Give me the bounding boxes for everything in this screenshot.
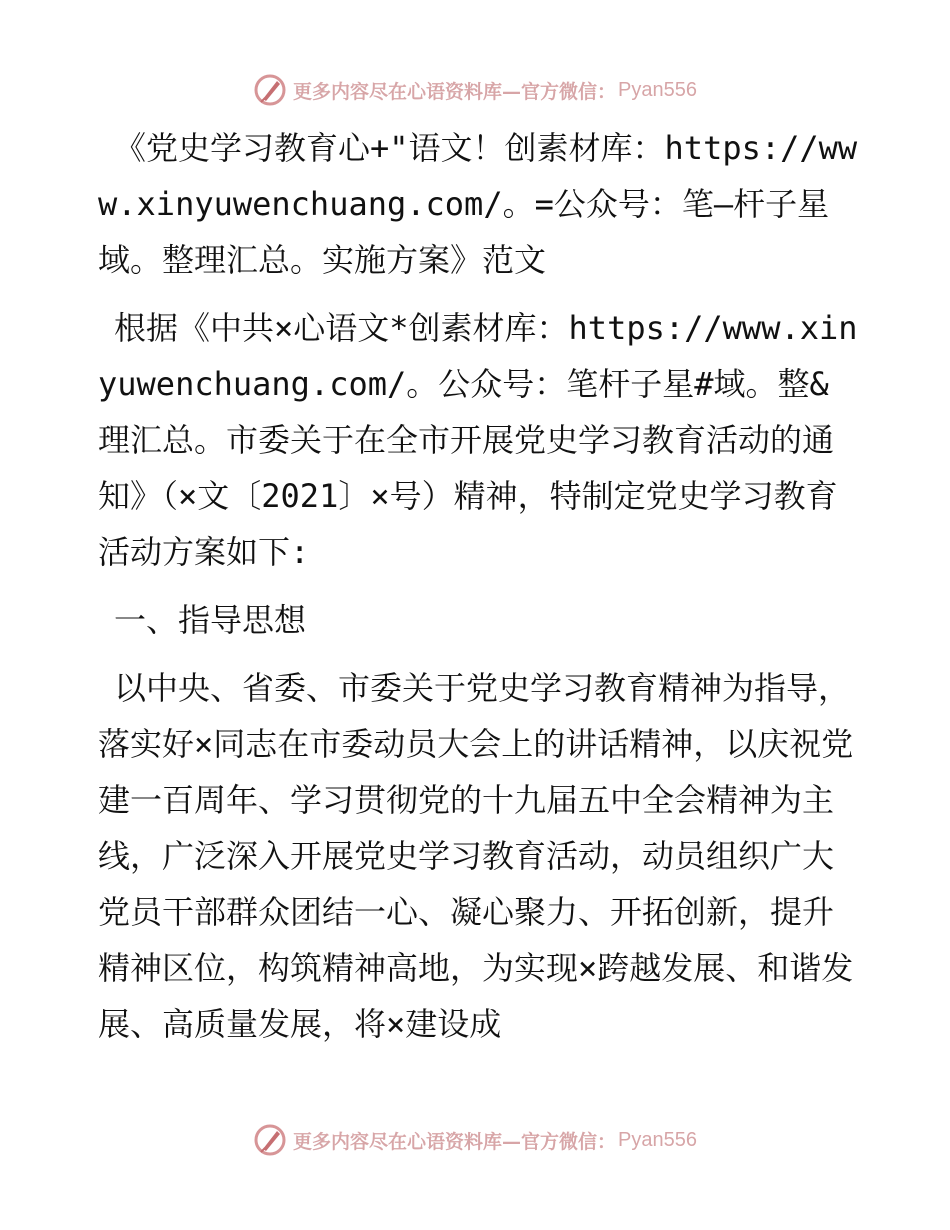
- banner-wechat-id: Pyan556: [618, 78, 697, 101]
- paragraph-guiding-thought: 以中央、省委、市委关于党史学习教育精神为指导，落实好×同志在市委动员大会上的讲话精神，以庆祝党建一百周年、学习贯彻党的十九届五中全会精神为主线，广泛深入开展党史学习教育活动，动员组织广大党员干部群众团结一心、凝心聚力、开拓创新，提升精神区位，构筑精神高地，为实现×跨越发展、和谐发展、高质量发展，将×建设成: [98, 669, 854, 1043]
- banner-wechat-id: Pyan556: [618, 1128, 697, 1151]
- footer-watermark-banner: [0, 1120, 950, 1160]
- quill-logo-icon: [253, 73, 287, 107]
- banner-text: 更多内容尽在心语资料库—官方微信：: [293, 80, 617, 103]
- paragraph-intro: 根据《中共×心语文*创素材库：https://www.xinyuwenchuang.com/。公众号：笔杆子星#域。整&理汇总。市委关于在全市开展党史学习教育活动的通知》（×文〔2021〕×号）精神，特制定党史学习教育活动方案如下:: [98, 309, 858, 571]
- quill-logo-icon: [253, 1123, 287, 1157]
- document-body: [98, 120, 858, 1064]
- banner-text: 更多内容尽在心语资料库—官方微信：: [293, 1130, 617, 1153]
- section-heading: 一、指导思想: [114, 601, 307, 639]
- paragraph-title: 《党史学习教育心+"语文！创素材库：https://www.xinyuwenchuang.com/。=公众号：笔—杆子星域。整理汇总。实施方案》范文: [98, 129, 858, 279]
- header-watermark-banner: [0, 70, 950, 110]
